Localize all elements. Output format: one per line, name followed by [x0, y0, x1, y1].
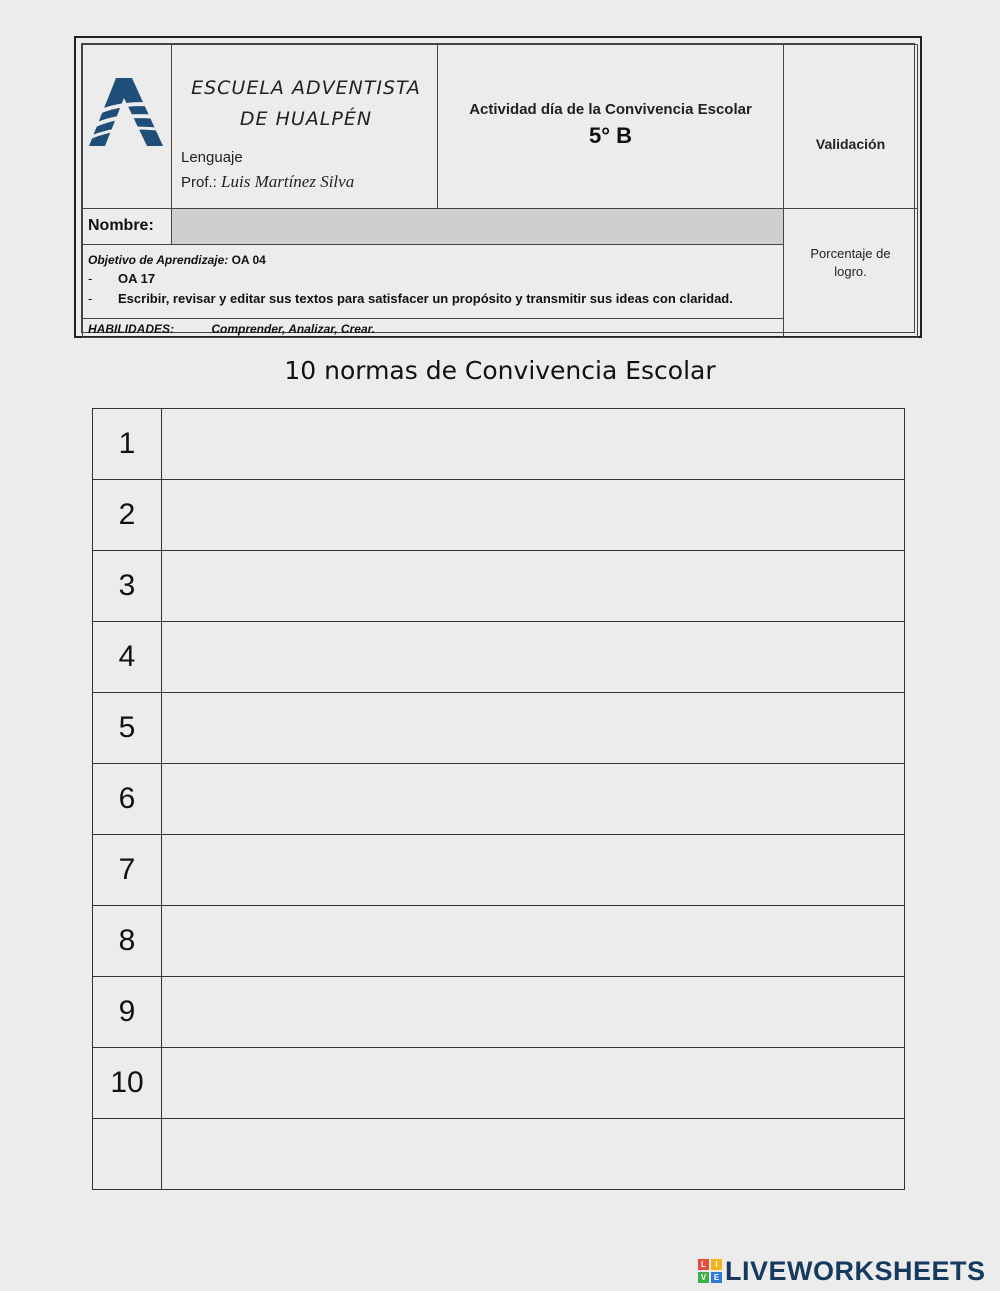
name-label: Nombre:	[88, 217, 154, 234]
liveworksheets-icon	[698, 1259, 722, 1283]
name-field[interactable]	[171, 208, 784, 245]
school-name	[186, 73, 426, 135]
brand-icon-letter: E	[711, 1272, 722, 1283]
objective-cell	[82, 244, 784, 319]
answer-field[interactable]	[162, 906, 905, 977]
table-row	[93, 622, 905, 693]
school-logo	[87, 76, 167, 156]
percentage-cell	[783, 208, 918, 338]
page-title: 10 normas de Convivencia Escolar	[284, 356, 716, 385]
answer-field[interactable]	[162, 409, 905, 480]
row-number: 5	[93, 693, 162, 764]
skills-label: HABILIDADES:	[88, 322, 174, 336]
row-number	[93, 1119, 162, 1190]
logo-cell	[82, 44, 172, 209]
table-row	[93, 480, 905, 551]
worksheet-header	[74, 36, 922, 338]
answer-field[interactable]	[162, 764, 905, 835]
table-row	[93, 1048, 905, 1119]
validation-label: Validación	[815, 136, 886, 152]
skills-value: Comprender, Analizar, Crear.	[211, 322, 375, 336]
answer-field[interactable]	[162, 480, 905, 551]
row-number: 8	[93, 906, 162, 977]
name-label-cell	[82, 208, 172, 245]
table-row	[93, 977, 905, 1048]
activity-cell	[437, 44, 784, 209]
answer-field[interactable]	[162, 977, 905, 1048]
liveworksheets-brand[interactable]	[698, 1256, 986, 1286]
row-number: 2	[93, 480, 162, 551]
answer-field[interactable]	[162, 1119, 905, 1190]
objective-item: - OA 17	[88, 271, 156, 286]
table-row	[93, 409, 905, 480]
professor-label: Prof.:	[181, 174, 217, 191]
grade: 5° B	[588, 123, 633, 148]
percentage-label-line-1: Porcentaje de	[810, 246, 891, 261]
table-row	[93, 764, 905, 835]
school-name-line-2: DE HUALPÉN	[239, 108, 373, 130]
row-number: 3	[93, 551, 162, 622]
skills-cell	[82, 318, 784, 338]
table-row	[93, 835, 905, 906]
percentage-label-line-2: logro.	[834, 264, 867, 279]
answer-field[interactable]	[162, 1048, 905, 1119]
answer-field[interactable]	[162, 693, 905, 764]
answer-field[interactable]	[162, 622, 905, 693]
brand-icon-letter: L	[698, 1259, 709, 1270]
subject: Lenguaje	[181, 149, 243, 166]
row-number: 7	[93, 835, 162, 906]
table-row	[93, 1119, 905, 1190]
row-number: 9	[93, 977, 162, 1048]
brand-text: LIVEWORKSHEETS	[725, 1255, 986, 1286]
brand-icon-letter: V	[698, 1272, 709, 1283]
table-row	[93, 551, 905, 622]
brand-icon-letter: I	[711, 1259, 722, 1270]
school-cell	[171, 44, 438, 209]
row-number: 10	[93, 1048, 162, 1119]
skills	[88, 322, 375, 336]
row-number: 6	[93, 764, 162, 835]
answer-field[interactable]	[162, 835, 905, 906]
objective-code: OA 04	[231, 253, 266, 267]
header-grid	[81, 43, 915, 336]
percentage-label	[784, 245, 917, 281]
objective-title	[88, 253, 266, 267]
table-row	[93, 906, 905, 977]
activity-title: Actividad día de la Convivencia Escolar	[469, 101, 752, 118]
objective-label: Objetivo de Aprendizaje:	[88, 253, 229, 267]
answer-field[interactable]	[162, 551, 905, 622]
table-row	[93, 693, 905, 764]
validation-cell	[783, 44, 918, 209]
row-number: 1	[93, 409, 162, 480]
objective-item: - Escribir, revisar y editar sus textos para satisfacer un propósito y transmitir sus ideas con claridad.	[88, 291, 733, 306]
school-name-line-1: ESCUELA ADVENTISTA	[191, 77, 421, 99]
norms-table	[92, 408, 905, 1190]
row-number: 4	[93, 622, 162, 693]
professor	[181, 172, 354, 192]
objective-item-text: OA 17	[118, 271, 156, 286]
objective-item-text: Escribir, revisar y editar sus textos para satisfacer un propósito y transmitir sus ideas con claridad.	[118, 291, 733, 306]
professor-name: Luis Martínez Silva	[221, 172, 355, 191]
